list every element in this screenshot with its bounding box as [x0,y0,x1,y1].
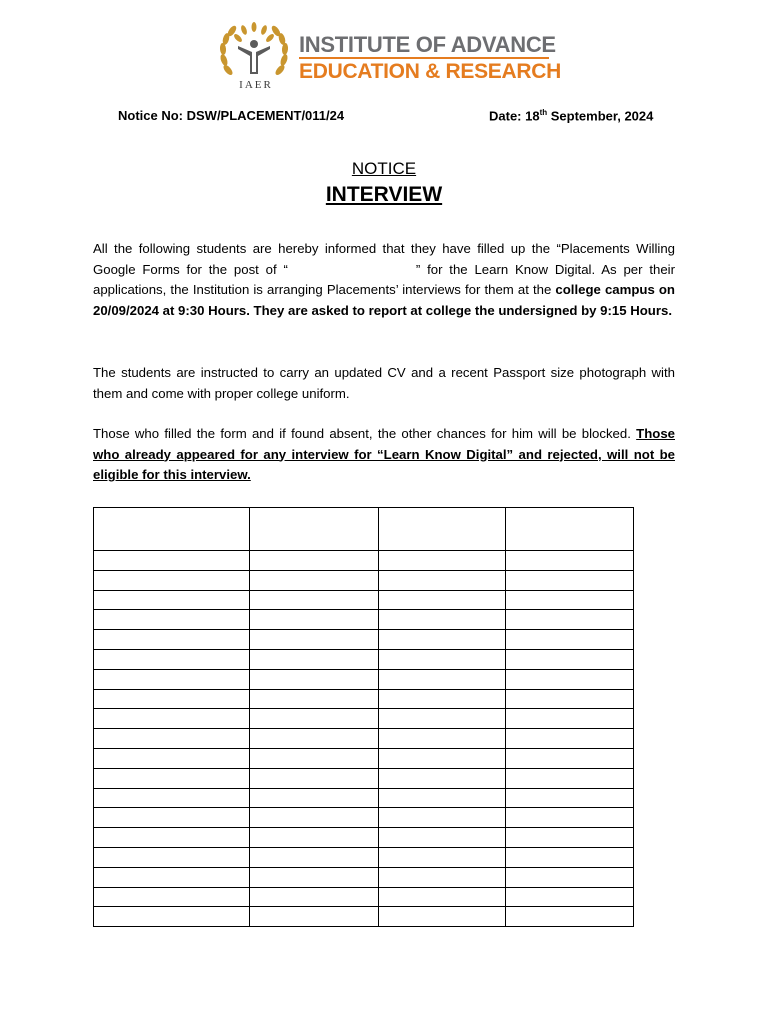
table-header-cell [94,508,250,551]
date-suffix: September, 2024 [547,108,654,124]
table-row [94,590,634,610]
table-row [94,887,634,907]
table-cell [506,729,634,749]
table-cell [250,570,379,590]
table-cell [94,788,250,808]
table-row [94,907,634,927]
table-header-cell [250,508,379,551]
table-cell [94,590,250,610]
table-cell [506,709,634,729]
table-row [94,828,634,848]
table-cell [379,590,506,610]
table-cell [94,551,250,571]
table-cell [506,551,634,571]
table-cell [379,788,506,808]
logo-text: IAER [239,79,273,91]
table-cell [506,847,634,867]
paragraph-instructions: The students are instructed to carry an updated CV and a recent Passport size photograph with them and come with proper college uniform. [93,365,675,401]
header-divider [299,57,549,59]
table-row [94,551,634,571]
table-cell [94,907,250,927]
table-cell [250,907,379,927]
table-cell [250,808,379,828]
table-cell [94,768,250,788]
table-cell [379,669,506,689]
table-cell [250,669,379,689]
table-cell [379,689,506,709]
notice-number: Notice No: DSW/PLACEMENT/011/24 [118,108,345,123]
table-cell [250,689,379,709]
table-cell [94,808,250,828]
table-cell [94,847,250,867]
table-cell [94,630,250,650]
table-cell [250,788,379,808]
table-row [94,867,634,887]
institute-logo [214,22,294,94]
table-cell [250,867,379,887]
table-cell [250,729,379,749]
table-row [94,570,634,590]
table-cell [506,788,634,808]
table-cell [94,570,250,590]
table-cell [94,887,250,907]
table-cell [250,610,379,630]
table-cell [250,551,379,571]
table-cell [506,887,634,907]
paragraph-eligibility [93,424,675,486]
table-cell [379,729,506,749]
table-cell [379,649,506,669]
table-row [94,649,634,669]
table-cell [506,748,634,768]
table-cell [506,649,634,669]
table-cell [379,768,506,788]
table-cell [94,689,250,709]
table-cell [506,669,634,689]
paragraph-placements [93,239,675,321]
table-header-cell [379,508,506,551]
table-row [94,729,634,749]
table-cell [94,709,250,729]
table-row [94,768,634,788]
table-cell [250,649,379,669]
date-prefix: Date: 18 [489,108,540,124]
table-header-row [94,508,634,551]
table-cell [506,610,634,630]
table-row [94,847,634,867]
table-cell [379,828,506,848]
table-cell [250,748,379,768]
table-cell [94,649,250,669]
table-row [94,788,634,808]
table-cell [250,847,379,867]
table-row [94,808,634,828]
table-cell [94,748,250,768]
table-cell [94,610,250,630]
table-cell [379,551,506,571]
table-row [94,669,634,689]
table-cell [506,630,634,650]
paragraph-text: ” for the Learn Know Digital. As per their applications, the Institution is arranging Placements’ interviews for them at the [93,261,675,297]
table-cell [250,828,379,848]
table-cell [506,570,634,590]
table-cell [94,867,250,887]
table-cell [250,887,379,907]
table-cell [506,768,634,788]
table-cell [379,887,506,907]
paragraph-text: Those who filled the form and if found absent, the other chances for him will be blocked. [93,426,637,441]
notice-date [489,108,653,123]
table-header-cell [506,508,634,551]
table-row [94,630,634,650]
table-cell [506,867,634,887]
table-cell [506,590,634,610]
table-row [94,689,634,709]
table-cell [250,768,379,788]
table-cell [379,847,506,867]
table-cell [379,808,506,828]
table-row [94,709,634,729]
paragraph-text: All the following students are hereby informed that they have filled up the “Placements Willing Google Forms for the post of “ [93,241,675,277]
date-superscript: th [539,108,548,117]
table-cell [379,630,506,650]
table-cell [250,590,379,610]
table-cell [94,669,250,689]
notice-heading: NOTICE [351,159,417,178]
table-cell [379,867,506,887]
table-row [94,610,634,630]
institute-name-line2: EDUCATION & RESEARCH [299,60,561,83]
table-cell [94,729,250,749]
table-row [94,748,634,768]
table-cell [379,570,506,590]
table-cell [94,828,250,848]
table-cell [506,808,634,828]
table-cell [506,689,634,709]
paragraph-bold-text: college campus on 20/09/2024 at 9:30 Hours. They are asked to report at college the undersigned by 9:15 Hours. [93,282,675,318]
table-cell [506,907,634,927]
table-cell [379,709,506,729]
institute-name-line1: INSTITUTE OF ADVANCE [299,32,556,57]
table-cell [506,828,634,848]
table-cell [250,630,379,650]
table-cell [250,709,379,729]
student-table [93,507,634,927]
paragraph-bold-underline-text: Those who already appeared for any interview for “Learn Know Digital” and rejected, will not be eligible for this interview. [93,426,675,482]
interview-heading: INTERVIEW [325,183,443,206]
institute-header [214,22,561,94]
table-cell [379,748,506,768]
table-cell [379,907,506,927]
table-body [94,551,634,927]
table-cell [379,610,506,630]
